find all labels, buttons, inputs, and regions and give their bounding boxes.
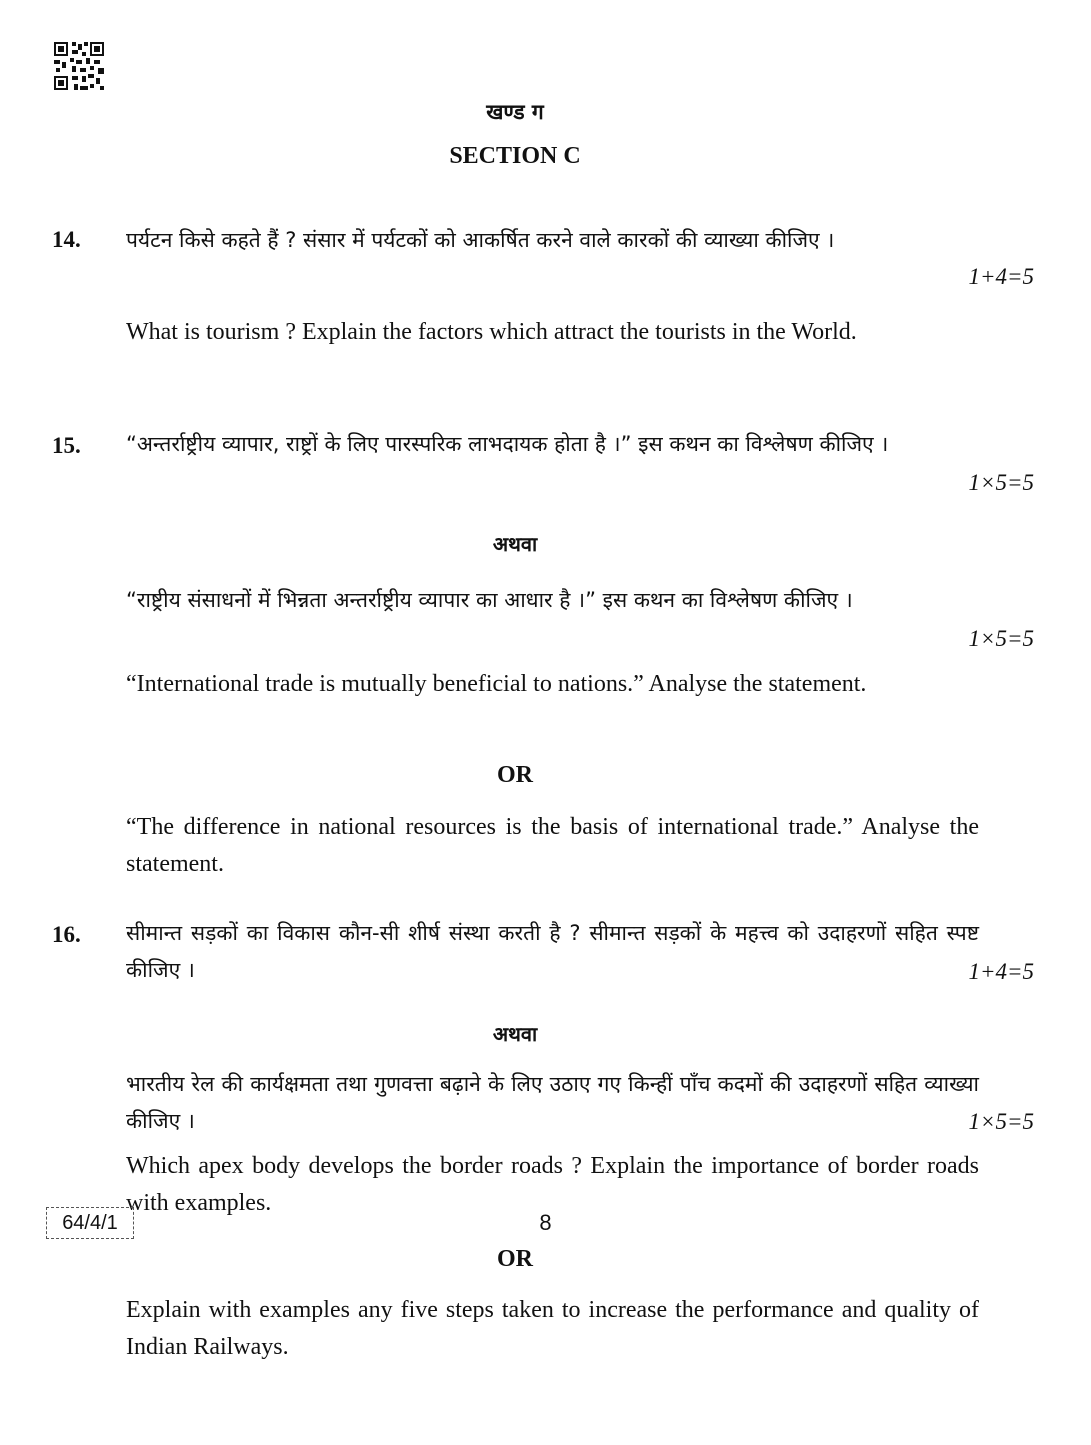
- qr-code-icon: [54, 42, 104, 90]
- question-16-number: 16.: [52, 922, 81, 947]
- question-15-number: 15.: [52, 433, 81, 458]
- question-15-or-hindi: अथवा: [492, 532, 538, 556]
- question-16-english-alt: Explain with examples any five steps taken to increase the performance and quality of Indian Railways.: [126, 1297, 979, 1360]
- question-16-hindi: सीमान्त सड़कों का विकास कौन-सी शीर्ष संस्था करती है ? सीमान्त सड़कों के महत्त्व को उदाहरणों सहित स्पष्ट कीजिए ।: [126, 921, 979, 982]
- question-14-hindi: पर्यटन किसे कहते हैं ? संसार में पर्यटकों को आकर्षित करने वाले कारकों की व्याख्या कीजिए ।: [126, 228, 835, 252]
- section-title: SECTION C: [449, 143, 581, 169]
- question-15-marks-alt: 1×5=5: [968, 626, 1034, 651]
- question-15-marks: 1×5=5: [968, 470, 1034, 495]
- question-16-marks: 1+4=5: [968, 959, 1034, 984]
- question-14-english: What is tourism ? Explain the factors which attract the tourists in the World.: [126, 319, 857, 345]
- question-15-english-alt: “The difference in national resources is the basis of international trade.” Analyse the statement.: [126, 814, 979, 877]
- question-16-or-hindi: अथवा: [492, 1022, 538, 1046]
- question-16-or: OR: [497, 1246, 533, 1272]
- section-title-hindi: खण्ड ग: [486, 99, 544, 124]
- question-14-number: 14.: [52, 227, 81, 252]
- question-15-hindi-alt: “राष्ट्रीय संसाधनों में भिन्नता अन्तर्राष्ट्रीय व्यापार का आधार है ।” इस कथन का विश्लेषण कीजिए ।: [126, 588, 853, 612]
- question-16-hindi-alt: भारतीय रेल की कार्यक्षमता तथा गुणवत्ता बढ़ाने के लिए उठाए गए किन्हीं पाँच कदमों की उदाहरणों सहित व्याख्या कीजिए ।: [126, 1072, 979, 1133]
- question-16-marks-alt: 1×5=5: [968, 1109, 1034, 1134]
- question-16-english: Which apex body develops the border roads ? Explain the importance of border roads with examples.: [126, 1153, 979, 1216]
- paper-code: 64/4/1: [46, 1207, 134, 1239]
- page-number: 8: [539, 1210, 552, 1235]
- question-15-hindi: “अन्तर्राष्ट्रीय व्यापार, राष्ट्रों के लिए पारस्परिक लाभदायक होता है ।” इस कथन का विश्लेषण कीजिए ।: [126, 432, 889, 456]
- question-14-marks: 1+4=5: [968, 264, 1034, 289]
- question-15-english: “International trade is mutually beneficial to nations.” Analyse the statement.: [126, 671, 867, 697]
- question-15-or: OR: [497, 762, 533, 788]
